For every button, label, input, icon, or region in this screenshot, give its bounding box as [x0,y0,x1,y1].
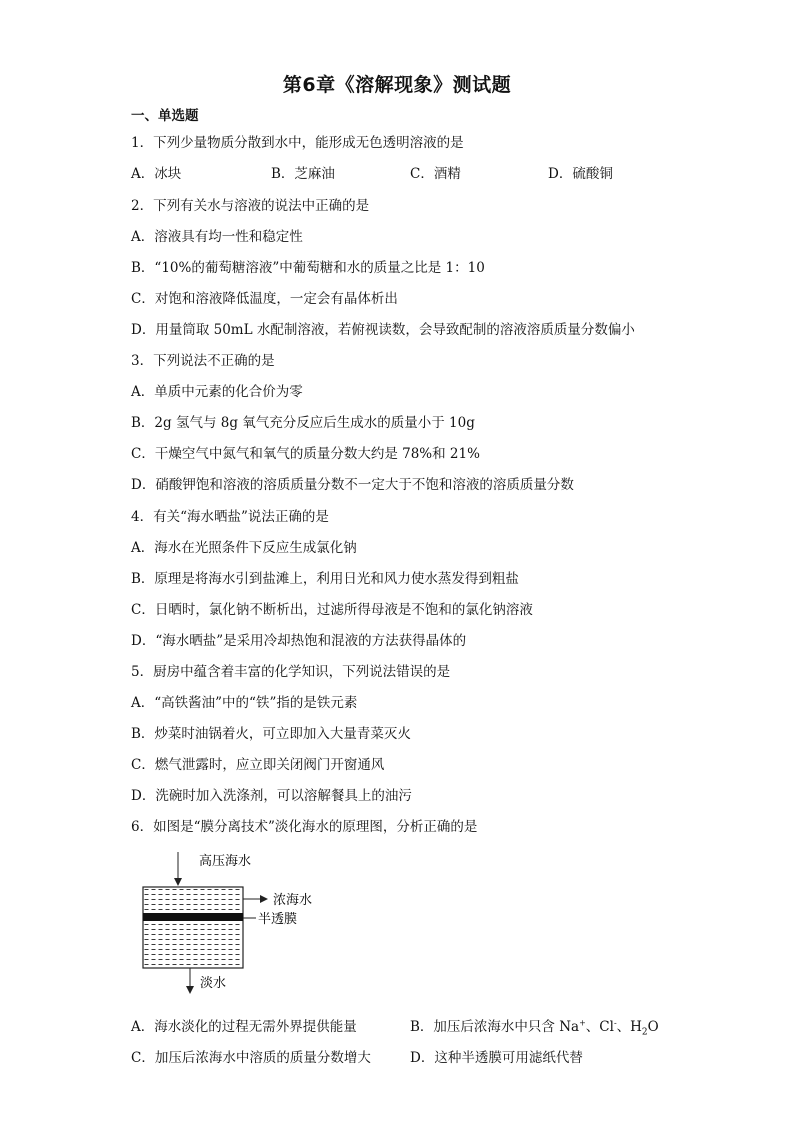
inlet-arrow-head [174,878,182,886]
question-3-option-a: A．单质中元素的化合价为零 [131,384,303,400]
label-high-pressure-seawater: 高压海水 [199,854,252,869]
option-b-water: 、H [616,1019,642,1035]
question-6-option-c: C．加压后浓海水中溶质的质量分数增大 [131,1050,371,1066]
question-5-option-a: A．“高铁酱油”中的“铁”指的是铁元素 [131,695,358,711]
question-6-stem: 6．如图是“膜分离技术”淡化海水的原理图，分析正确的是 [131,819,478,835]
question-4-option-c: C．日晒时，氯化钠不断析出，过滤所得母液是不饱和的氯化钠溶液 [131,602,533,618]
question-4-option-a: A．海水在光照条件下反应生成氯化钠 [131,540,357,556]
label-concentrated-seawater: 浓海水 [273,893,313,908]
question-2-stem: 2．下列有关水与溶液的说法中正确的是 [131,198,370,214]
membrane-separation-diagram [130,852,330,997]
fresh-water-arrow-head [186,986,194,994]
question-4-option-d: D．“海水晒盐”是采用冷却热饱和混液的方法获得晶体的 [131,633,467,649]
question-6-option-d: D．这种半透膜可用滤纸代替 [410,1050,583,1066]
label-semipermeable-membrane: 半透膜 [258,912,298,927]
question-1-option-b: B．芝麻油 [271,166,335,182]
question-3-option-c: C．干燥空气中氮气和氧气的质量分数大约是 78%和 21% [131,446,480,462]
question-2-option-d: D．用量筒取 50mL 水配制溶液，若俯视读数，会导致配制的溶液溶质质量分数偏小 [131,322,635,338]
question-1-option-d: D．硫酸铜 [548,166,613,182]
question-1-stem: 1．下列少量物质分散到水中，能形成无色透明溶液的是 [131,135,464,151]
question-6-option-a: A．海水淡化的过程无需外界提供能量 [131,1019,357,1035]
question-3-option-b: B．2g 氢气与 8g 氧气充分反应后生成水的质量小于 10g [131,415,475,431]
question-5-option-d: D．洗碗时加入洗涤剂，可以溶解餐具上的油污 [131,788,412,804]
sodium-charge: + [579,1018,586,1028]
semipermeable-membrane [143,913,243,921]
container [143,887,243,968]
page-title: 第6章《溶解现象》测试题 [282,74,512,96]
option-b-oxygen: O [647,1019,659,1035]
water-subscript: 2 [641,1027,648,1038]
question-5-option-b: B．炒菜时油锅着火，可立即加入大量青菜灭火 [131,726,411,742]
chloride-charge: - [613,1018,617,1028]
section-heading: 一、单选题 [131,108,199,124]
question-5-option-c: C．燃气泄露时，应立即关闭阀门开窗通风 [131,757,385,773]
question-1-option-a: A．冰块 [131,166,182,182]
question-3-option-d: D．硝酸钾饱和溶液的溶质质量分数不一定大于不饱和溶液的溶质质量分数 [131,477,574,493]
question-4-stem: 4．有关“海水晒盐”说法正确的是 [131,509,329,525]
question-5-stem: 5．厨房中蕴含着丰富的化学知识，下列说法错误的是 [131,664,451,680]
question-1-option-c: C．酒精 [410,166,461,182]
question-6-option-b [410,1015,659,1038]
label-fresh-water: 淡水 [200,976,227,991]
concentrate-arrow-head [260,895,268,903]
question-2-option-c: C．对饱和溶液降低温度，一定会有晶体析出 [131,291,398,307]
option-b-text: B．加压后浓海水中只含 Na [410,1019,580,1035]
question-2-option-b: B．“10%的葡萄糖溶液”中葡萄糖和水的质量之比是 1：10 [131,260,485,276]
question-2-option-a: A．溶液具有均一性和稳定性 [131,229,303,245]
question-3-stem: 3．下列说法不正确的是 [131,353,275,369]
question-4-option-b: B．原理是将海水引到盐滩上，利用日光和风力使水蒸发得到粗盐 [131,571,519,587]
option-b-chloride: 、Cl [585,1019,614,1035]
